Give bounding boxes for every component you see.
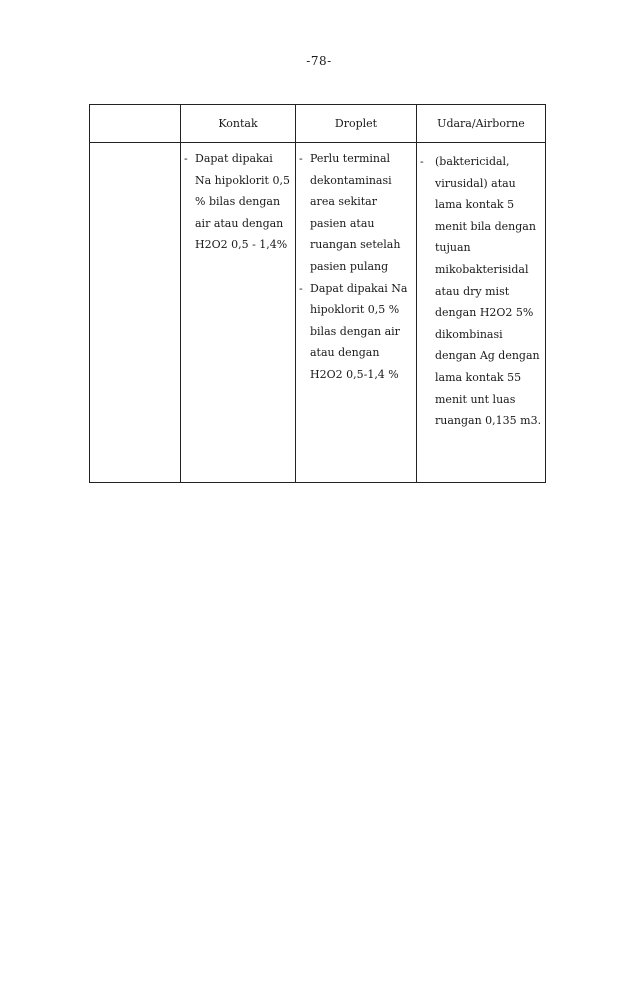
table-header-row (90, 105, 546, 143)
bullet-dash: - (299, 281, 303, 295)
page-number: -78- (306, 54, 332, 68)
droplet-item-1 (299, 148, 413, 278)
droplet-item-2 (299, 278, 413, 386)
bullet-dash: - (420, 155, 424, 168)
kontak-item-1 (184, 148, 292, 256)
cell-udara-airborne (417, 143, 546, 483)
udara-item-1 (420, 151, 542, 432)
bullet-dash: - (299, 152, 303, 165)
cell-droplet (296, 143, 417, 483)
bullet-dash: - (184, 152, 188, 165)
udara-item-text: (baktericidal, virusidal) atau lama kontak 5 menit bila dengan tujuan mikobakterisidal atau dry mist dengan H2O2 5% dikombinasi dengan Ag dengan lama kontak 55 menit unt luas ruangan 0,135 m3. (435, 155, 542, 428)
table-row (90, 143, 546, 483)
disinfection-table (89, 104, 546, 483)
header-empty (90, 105, 181, 143)
cell-kontak (181, 143, 296, 483)
droplet-item-text: Dapat dipakai Na hipoklorit 0,5 % bilas dengan air atau dengan H2O2 0,5-1,4 % (310, 281, 408, 381)
kontak-item-text: Dapat dipakai Na hipoklorit 0,5 % bilas dengan air atau dengan H2O2 0,5 - 1,4% (195, 152, 290, 252)
header-kontak: Kontak (181, 105, 296, 143)
header-udara-airborne: Udara/Airborne (417, 105, 546, 143)
header-droplet: Droplet (296, 105, 417, 143)
droplet-item-text: Perlu terminal dekontaminasi area sekitar pasien atau ruangan setelah pasien pulang (310, 152, 401, 273)
cell-empty (90, 143, 181, 483)
